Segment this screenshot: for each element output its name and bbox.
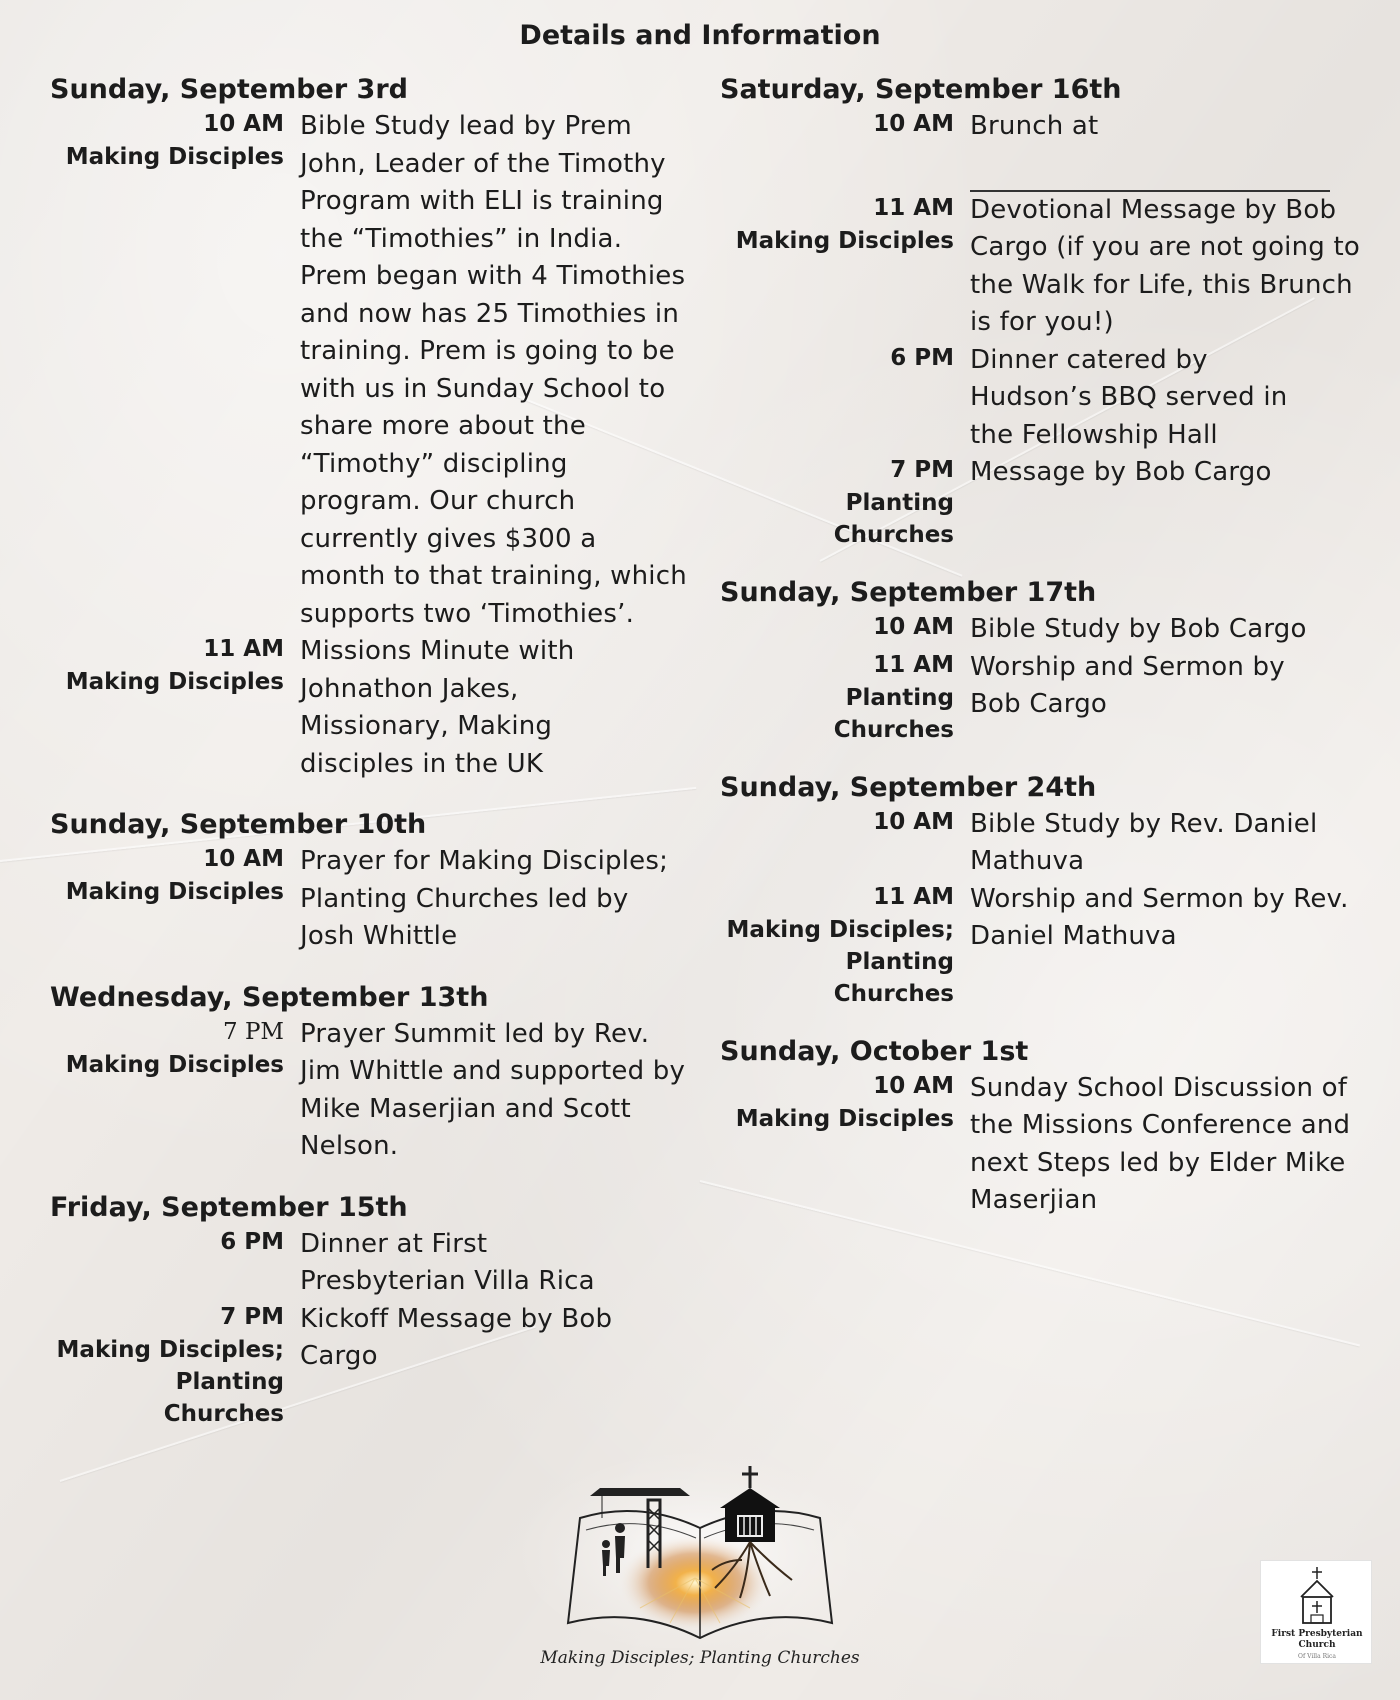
entry-category: Planting Churches [833, 948, 954, 1007]
entry-meta [720, 806, 970, 881]
day-sep-13 [50, 980, 690, 1166]
day-heading: Sunday, September 17th [720, 577, 1097, 608]
church-name-line1: First Presbyterian [1271, 1629, 1363, 1639]
entry-time: 11 AM [873, 194, 954, 221]
day-heading: Sunday, October 1st [720, 1035, 1029, 1067]
schedule-entry [50, 108, 690, 633]
schedule-right-column [720, 72, 1360, 1244]
entry-category: Planting Churches [833, 490, 954, 548]
church-name-line2: Church [1298, 1640, 1336, 1650]
schedule-entry [720, 192, 1360, 342]
entry-description: Kickoff Message by Bob Cargo [300, 1303, 613, 1371]
schedule-entry [720, 881, 1360, 1010]
schedule-entry [720, 454, 1360, 551]
entry-description [970, 108, 1360, 192]
entry-time: 10 AM [873, 808, 954, 835]
day-sep-24 [720, 770, 1360, 1010]
church-logo [1260, 1560, 1372, 1664]
schedule-entry [720, 806, 1360, 881]
entry-category: Planting Churches [833, 684, 954, 743]
entry-time: 11 AM [873, 883, 954, 910]
entry-meta [720, 611, 970, 649]
entry-time: 7 PM [220, 1303, 284, 1330]
day-heading: Sunday, September 3rd [50, 74, 408, 105]
entry-description: Devotional Message by Bob Cargo (if you are not going to the Walk for Life, this Brunch is for you!) [970, 194, 1360, 337]
schedule-entry [50, 1226, 690, 1301]
page-title: Details and Information [519, 20, 881, 51]
day-heading: Sunday, September 10th [50, 809, 427, 840]
schedule-entry [720, 342, 1360, 455]
entry-description: Worship and Sermon by Bob Cargo [970, 651, 1285, 719]
entry-time: 10 AM [873, 614, 954, 640]
entry-description: Bible Study by Bob Cargo [970, 614, 1307, 644]
church-subtitle: Of Villa Rica [1298, 1653, 1336, 1660]
day-sep-16 [720, 72, 1360, 551]
entry-description: Bible Study by Rev. Daniel Mathuva [970, 808, 1318, 876]
schedule-left-column [50, 72, 690, 1454]
entry-description: Dinner catered by Hudson’s BBQ served in the Fellowship Hall [970, 344, 1288, 450]
brunch-label: Brunch at [970, 111, 1099, 141]
entry-category: Making Disciples; [726, 916, 954, 943]
entry-time: 10 AM [203, 846, 284, 872]
entry-description: Sunday School Discussion of the Missions Conference and next Steps led by Elder Mike Maserjian [970, 1072, 1351, 1215]
entry-category: Making Disciples [65, 144, 284, 170]
day-oct-1 [720, 1034, 1360, 1220]
day-sep-10 [50, 807, 690, 956]
day-sep-15 [50, 1190, 690, 1430]
logo-caption: Making Disciples; Planting Churches [540, 1648, 860, 1668]
schedule-entry [720, 108, 1360, 192]
entry-meta [50, 1301, 300, 1430]
schedule-entry [50, 1016, 690, 1166]
church-building-icon [1261, 1561, 1373, 1631]
entry-category: Making Disciples [65, 879, 284, 905]
schedule-entry [50, 633, 690, 783]
entry-description: Bible Study lead by Prem John, Leader of the Timothy Program with ELI is training the “Timothies” in India. Prem began with 4 Timothies and now has 25 Timothies in training. Prem is going to be with us in Sunday School to share more about the “Timothy” discipling program. Our church currently gives $300 a month to that training, which supports two ‘Timothies’. [300, 111, 687, 629]
day-heading: Saturday, September 16th [720, 74, 1122, 105]
schedule-entry [50, 843, 690, 956]
entry-meta [50, 1226, 300, 1301]
entry-meta [720, 108, 970, 192]
entry-description: Prayer Summit led by Rev. Jim Whittle and supported by Mike Maserjian and Scott Nelson. [300, 1018, 686, 1161]
entry-meta [720, 649, 970, 746]
entry-category: Making Disciples [65, 1051, 284, 1078]
day-sep-17 [720, 575, 1360, 746]
entry-meta [720, 192, 970, 342]
entry-category: Making Disciples [65, 669, 284, 695]
entry-time: 6 PM [220, 1228, 284, 1255]
entry-meta [50, 1016, 300, 1166]
entry-time: 7 PM [890, 457, 954, 483]
entry-description: Dinner at First Presbyterian Villa Rica [300, 1228, 595, 1296]
entry-description: Worship and Sermon by Rev. Daniel Mathuva [970, 883, 1349, 951]
day-heading: Wednesday, September 13th [50, 981, 489, 1013]
entry-meta [50, 633, 300, 783]
entry-category: Making Disciples [735, 227, 954, 254]
entry-meta [720, 454, 970, 551]
entry-meta [720, 1070, 970, 1220]
entry-description: Missions Minute with Johnathon Jakes, Missionary, Making disciples in the UK [300, 636, 575, 779]
entry-time: 11 AM [873, 651, 954, 678]
day-heading: Sunday, September 24th [720, 771, 1097, 803]
entry-meta [50, 108, 300, 633]
conference-logo [520, 1448, 880, 1688]
entry-category: Making Disciples [735, 1105, 954, 1132]
entry-time: 7 PM [223, 1018, 284, 1045]
schedule-entry [720, 611, 1360, 649]
schedule-entry [720, 1070, 1360, 1220]
entry-meta [50, 843, 300, 956]
day-sep-3 [50, 72, 690, 783]
entry-time: 6 PM [890, 344, 954, 371]
entry-time: 10 AM [873, 1072, 954, 1099]
entry-category: Making Disciples; [56, 1336, 284, 1363]
entry-time: 10 AM [873, 111, 954, 137]
blank-fill-line [970, 146, 1330, 192]
entry-category: Planting Churches [163, 1368, 284, 1427]
entry-meta [720, 881, 970, 1010]
entry-description: Message by Bob Cargo [970, 457, 1272, 487]
church-name [1261, 1629, 1373, 1662]
open-bible-church-crane-icon [520, 1448, 880, 1648]
entry-meta [720, 342, 970, 455]
schedule-entry [50, 1301, 690, 1430]
schedule-entry [720, 649, 1360, 746]
day-heading: Friday, September 15th [50, 1191, 408, 1223]
entry-time: 11 AM [203, 636, 284, 662]
entry-time: 10 AM [203, 111, 284, 137]
entry-description: Prayer for Making Disciples; Planting Churches led by Josh Whittle [300, 846, 669, 951]
